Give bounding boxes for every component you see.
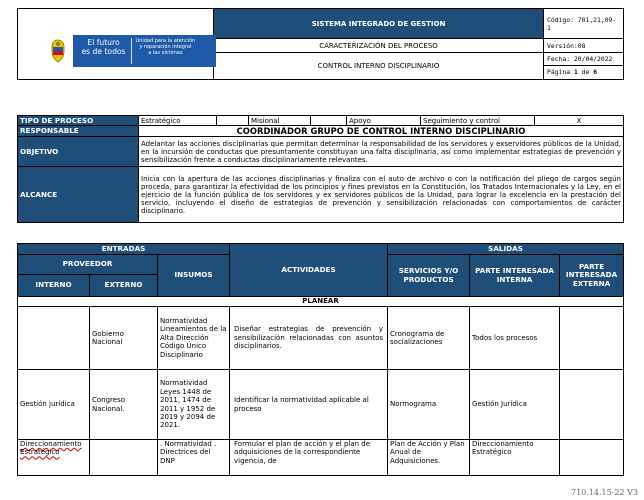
row-parte-externa [560, 440, 624, 476]
row-externo: Gobierno Nacional [90, 307, 158, 370]
row-interno: Gestión jurídica [18, 370, 90, 440]
logo-banner [73, 35, 216, 67]
process-info-table [17, 115, 624, 223]
document-version: Versión:08 [544, 39, 624, 52]
page-indicator: Página 1 de 6 [544, 65, 624, 79]
externo-header: EXTERNO [90, 275, 158, 297]
parte-interna-header: PARTE INTERESADA INTERNA [470, 255, 560, 297]
document-date: Fecha: 20/04/2022 [544, 52, 624, 65]
tipo-check-misional [311, 116, 347, 126]
responsable-value: COORDINADOR GRUPO DE CONTROL INTERNO DISCIPLINARIO [139, 126, 624, 137]
row-producto: Normograma [388, 370, 470, 440]
responsable-label: RESPONSABLE [18, 126, 139, 137]
tipo-option-apoyo: Apoyo [347, 116, 421, 126]
row-parte-externa [560, 307, 624, 370]
servicios-header: SERVICIOS Y/O PRODUCTOS [388, 255, 470, 297]
row-actividad: Diseñar estrategias de prevención y sensibilización relacionadas con asuntos disciplinarios. [230, 307, 388, 370]
document-header [17, 8, 624, 80]
alcance-label: ALCANCE [18, 167, 139, 223]
unit-line-1: Unidad para la atención [135, 37, 196, 44]
footer-code: 710.14.15-22 V3 [570, 488, 638, 497]
proveedor-header: PROVEEDOR [18, 255, 158, 275]
planear-section: PLANEAR [18, 297, 624, 307]
row-producto: Cronograma de socializaciones [388, 307, 470, 370]
logo-cell [18, 9, 214, 80]
tipo-option-misional: Misional [249, 116, 311, 126]
entradas-header: ENTRADAS [18, 244, 230, 255]
row-parte-interna: Direccionamiento Estratégico [470, 440, 560, 476]
tipo-option-seguimiento: Seguimiento y control [421, 116, 535, 126]
row-parte-interna: Gestión Jurídica [470, 370, 560, 440]
unit-line-2: y reparación integral [139, 43, 192, 50]
objetivo-label: OBJETIVO [18, 137, 139, 167]
table-row [18, 440, 624, 476]
logo-line-1: El futuro [87, 37, 120, 47]
row-producto: Plan de Acción y Plan Anual de Adquisiciones. [388, 440, 470, 476]
row-insumos: . Normatividad . Directrices del DNP [158, 440, 230, 476]
process-caption: CARACTERIZACIÓN DEL PROCESO [214, 39, 544, 52]
row-externo [90, 440, 158, 476]
row-parte-externa [560, 370, 624, 440]
parte-externa-header: PARTE INTERESADA EXTERNA [560, 255, 624, 297]
unit-line-3: a las víctimas [148, 50, 183, 57]
row-actividad: Identificar la normatividad aplicable al proceso [230, 370, 388, 440]
tipo-check-estrategico [217, 116, 249, 126]
insumos-header: INSUMOS [158, 255, 230, 297]
characterization-table [17, 243, 624, 476]
row-interno: Direccionamiento Estratégico [18, 440, 90, 476]
table-row [18, 307, 624, 370]
logo-line-2: es de todos [81, 46, 126, 56]
tipo-proceso-label: TIPO DE PROCESO [18, 116, 139, 126]
objetivo-text: Adelantar las acciones disciplinarias que permitan determinar la responsabilidad de los servidores y exservidores públicos de la Unidad, en la incursión de conductas que presuntamente constituyan una falta disciplinaria, así como implementar estrategias de prevención y sensibilización frente a conductas disciplinariamente relevantes. [139, 137, 624, 167]
salidas-header: SALIDAS [388, 244, 624, 255]
colombia-coat-of-arms-icon [48, 38, 68, 64]
system-title: SISTEMA INTEGRADO DE GESTION [214, 9, 544, 39]
row-insumos: Normatividad Leyes 1448 de 2011, 1474 de 2011 y 1952 de 2019 y 2094 de 2021. [158, 370, 230, 440]
interno-header: INTERNO [18, 275, 90, 297]
table-row [18, 370, 624, 440]
alcance-text: Inicia con la apertura de las acciones disciplinarias y finaliza con el auto de archivo o con la notificación del pliego de cargos según proceda, para garantizar la efectividad de los principios y fines previstos en la Constitución, los Tratados Internacionales y la Ley, en el ejercicio de la función pública de los servidores y ex servidores públicos de la Unidad, para lograr la excelencia en la prestación del servicio, incluyendo el diseño de estrategias de prevención y sensibilización relacionadas con comportamientos de carácter disciplinario. [139, 167, 624, 223]
row-externo: Congreso Nacional. [90, 370, 158, 440]
actividades-header: ACTIVIDADES [230, 244, 388, 297]
document-code: Código: 701,21,09-1 [544, 9, 624, 39]
tipo-check-seguimiento: X [535, 116, 624, 126]
row-actividad: Formular el plan de acción y el plan de adquisiciones de la correspondiente vigencia, de [230, 440, 388, 476]
process-name: CONTROL INTERNO DISCIPLINARIO [214, 52, 544, 79]
row-interno [18, 307, 90, 370]
row-insumos: Normatividad Lineamientos de la Alta Dirección Código Único Disciplinario [158, 307, 230, 370]
tipo-option-estrategico: Estratégico [139, 116, 217, 126]
row-parte-interna: Todos los procesos [470, 307, 560, 370]
